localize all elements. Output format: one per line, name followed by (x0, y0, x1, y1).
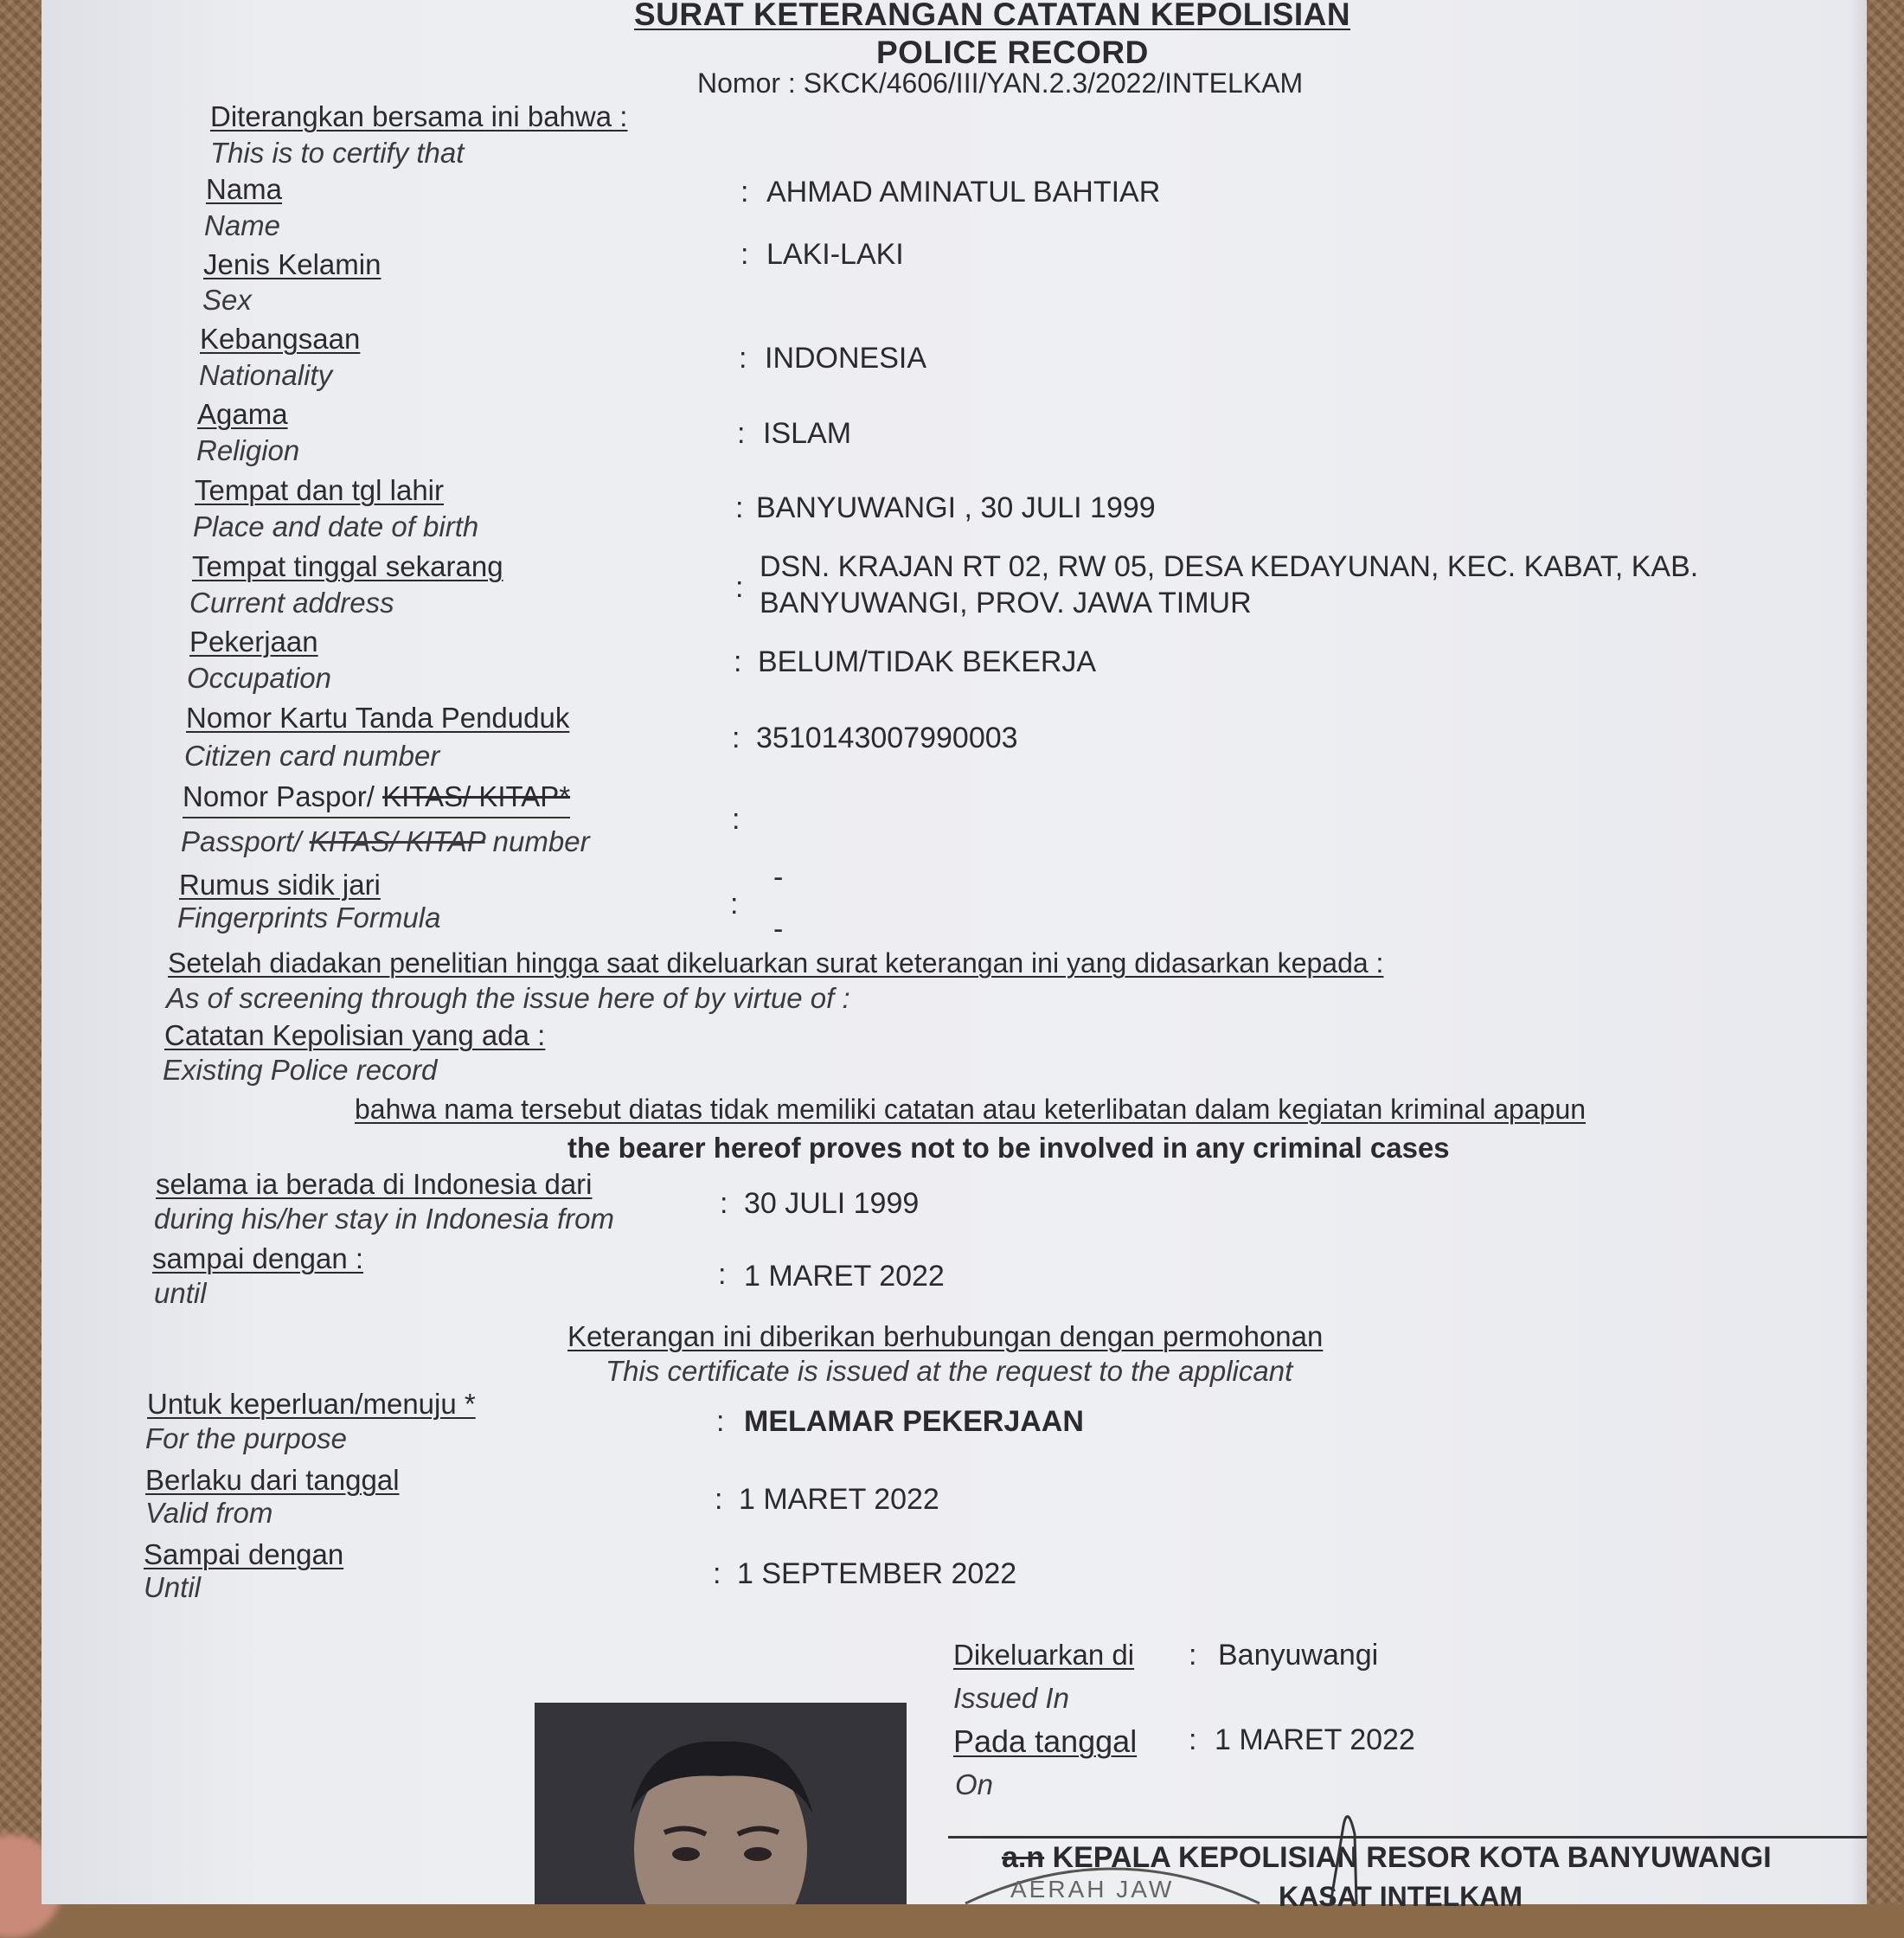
colon: : (737, 417, 746, 450)
field-id-card-label: Nomor Kartu Tanda Penduduk (186, 702, 570, 734)
field-nationality-value: INDONESIA (765, 342, 927, 375)
stay-until-value: 1 MARET 2022 (744, 1260, 945, 1293)
field-name-label-en: Name (204, 209, 281, 241)
stay-until-label-en: until (154, 1277, 207, 1309)
signature-line (948, 1836, 1867, 1839)
field-address-value-line2: BANYUWANGI, PROV. JAWA TIMUR (760, 587, 1252, 619)
valid-until-label-en: Until (144, 1571, 202, 1603)
colon: : (740, 176, 749, 209)
colon: : (739, 342, 747, 375)
record-statement-en: the bearer hereof proves not to be involved in any criminal cases (567, 1132, 1450, 1164)
field-name-value: AHMAD AMINATUL BAHTIAR (766, 176, 1161, 209)
colon: : (1189, 1639, 1197, 1672)
record-statement: bahwa nama tersebut diatas tidak memiliki catatan atau keterlibatan dalam kegiatan kriminal apapun (355, 1094, 1587, 1125)
request-label-en: This certificate is issued at the request to the applicant (606, 1355, 1293, 1387)
field-id-card-label-en: Citizen card number (184, 740, 440, 772)
field-passport-label-en: Passport/ KITAS/ KITAP number (181, 825, 590, 857)
field-address-label-en: Current address (189, 587, 394, 619)
field-id-card-value: 3510143007990003 (756, 722, 1018, 754)
field-nationality-label: Kebangsaan (200, 323, 361, 355)
valid-until-value: 1 SEPTEMBER 2022 (737, 1557, 1017, 1590)
stay-until-label: sampai dengan : (152, 1242, 364, 1274)
stay-from-label: selama ia berada di Indonesia dari (156, 1168, 593, 1200)
record-label: Catatan Kepolisian yang ada : (164, 1019, 546, 1051)
intro-label-en: This is to certify that (210, 137, 465, 169)
screening-label-en: As of screening through the issue here of by virtue of : (166, 982, 850, 1014)
document-subtitle: POLICE RECORD (876, 35, 1149, 70)
field-name-label: Nama (206, 173, 283, 205)
issued-in-value: Banyuwangi (1218, 1639, 1379, 1672)
field-religion-label: Agama (197, 398, 288, 430)
field-sex-label: Jenis Kelamin (203, 248, 381, 280)
colon: : (734, 645, 742, 678)
purpose-label-en: For the purpose (145, 1422, 347, 1454)
document-number: Nomor : SKCK/4606/III/YAN.2.3/2022/INTELKAM (697, 67, 1304, 99)
field-fingerprint-label-en: Fingerprints Formula (177, 902, 441, 934)
field-nationality-label-en: Nationality (199, 359, 333, 391)
colon: : (720, 1187, 728, 1220)
purpose-label: Untuk keperluan/menuju * (147, 1388, 476, 1420)
field-birth-label: Tempat dan tgl lahir (195, 474, 444, 506)
colon: : (715, 1483, 723, 1516)
valid-from-value: 1 MARET 2022 (739, 1483, 939, 1516)
field-address-label: Tempat tinggal sekarang (192, 550, 503, 582)
stay-from-label-en: during his/her stay in Indonesia from (154, 1203, 614, 1235)
issued-on-value: 1 MARET 2022 (1215, 1723, 1415, 1756)
field-occupation-label: Pekerjaan (189, 626, 318, 658)
field-address-value: DSN. KRAJAN RT 02, RW 05, DESA KEDAYUNAN, KEC. KABAT, KAB. (760, 550, 1699, 583)
field-sex-label-en: Sex (202, 284, 252, 316)
stamp-text: AERAH JAW (1010, 1876, 1175, 1903)
purpose-value: MELAMAR PEKERJAAN (744, 1405, 1084, 1438)
valid-from-label-en: Valid from (145, 1497, 273, 1529)
field-fingerprint-value: - (773, 861, 784, 894)
issued-on-label-en: On (955, 1768, 994, 1800)
field-religion-value: ISLAM (763, 417, 852, 450)
colon: : (735, 491, 744, 524)
field-birth-label-en: Place and date of birth (193, 510, 479, 542)
valid-until-label: Sampai dengan (144, 1538, 344, 1570)
police-record-document (42, 0, 1867, 1912)
colon: : (740, 238, 749, 271)
screening-label: Setelah diadakan penelitian hingga saat dikeluarkan surat keterangan ini yang didasarkan kepada : (168, 947, 1384, 979)
document-title: SURAT KETERANGAN CATATAN KEPOLISIAN (634, 0, 1351, 32)
signatory-title: a.n KEPALA KEPOLISIAN RESOR KOTA BANYUWANGI (1002, 1841, 1772, 1874)
field-fingerprint-label: Rumus sidik jari (179, 869, 381, 901)
colon: : (732, 803, 740, 836)
colon: : (1189, 1723, 1197, 1756)
paper-edge-shadow (1850, 0, 1867, 1904)
field-sex-value: LAKI-LAKI (766, 238, 904, 271)
valid-from-label: Berlaku dari tanggal (145, 1464, 400, 1496)
issued-in-label: Dikeluarkan di (953, 1639, 1135, 1671)
colon: : (716, 1405, 725, 1438)
request-label: Keterangan ini diberikan berhubungan dengan permohonan (567, 1320, 1324, 1352)
field-occupation-value: BELUM/TIDAK BEKERJA (758, 645, 1097, 678)
colon: : (713, 1557, 721, 1590)
colon: : (718, 1258, 727, 1291)
stay-from-value: 30 JULI 1999 (744, 1187, 920, 1220)
intro-label: Diterangkan bersama ini bahwa : (210, 100, 628, 132)
field-religion-label-en: Religion (196, 434, 300, 466)
applicant-photo (535, 1703, 907, 1904)
field-occupation-label-en: Occupation (187, 662, 331, 694)
field-fingerprint-value-line2: - (773, 913, 784, 946)
portrait-illustration (535, 1703, 907, 1904)
colon: : (735, 571, 744, 604)
field-passport-label: Nomor Paspor/ KITAS/ KITAP* (183, 780, 570, 818)
record-label-en: Existing Police record (163, 1054, 438, 1086)
signatory-position: KASAT INTELKAM (1279, 1881, 1523, 1912)
issued-in-label-en: Issued In (953, 1682, 1069, 1714)
colon: : (732, 722, 740, 754)
field-birth-value: BANYUWANGI , 30 JULI 1999 (756, 491, 1156, 524)
colon: : (730, 888, 739, 921)
issued-on-label: Pada tanggal (953, 1723, 1138, 1759)
signature-stroke (1296, 1800, 1400, 1904)
